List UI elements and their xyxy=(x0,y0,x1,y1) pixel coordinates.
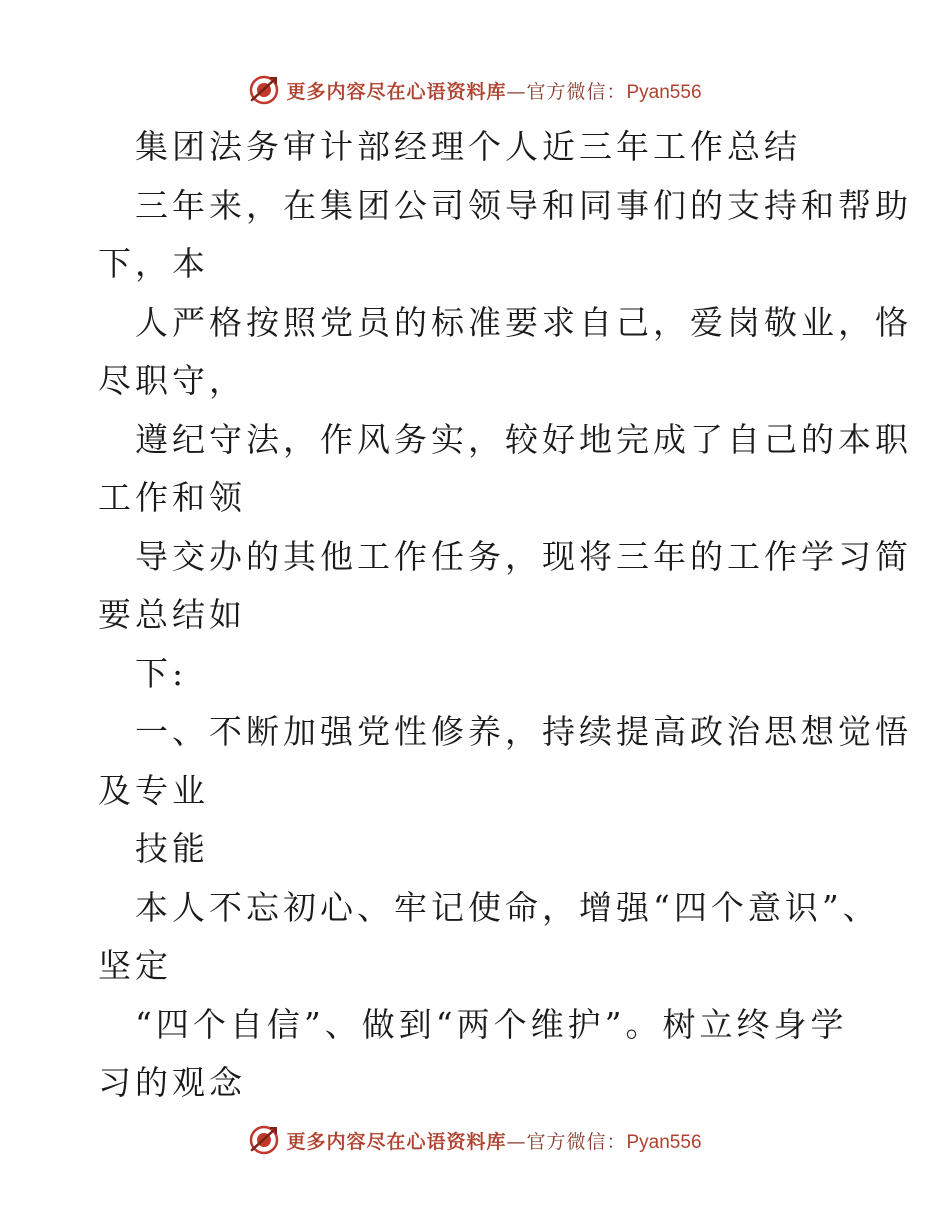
section-heading-continued: 技能 xyxy=(135,829,209,868)
paragraph-line: 工作和领 xyxy=(98,478,246,517)
watermark-text-bottom xyxy=(286,1127,701,1154)
paragraph-line: 下，本 xyxy=(98,244,209,283)
paragraph-line: 要总结如 xyxy=(98,595,246,634)
paragraph-line: 本人不忘初心、牢记使命，增强“四个意识”、 xyxy=(135,887,880,927)
document-body xyxy=(98,118,912,1113)
watermark-banner-bottom xyxy=(0,1120,950,1160)
paragraph-line: 下: xyxy=(135,653,188,693)
document-title: 集团法务审计部经理个人近三年工作总结 xyxy=(135,127,801,166)
watermark-main: 更多内容尽在心语资料库 xyxy=(286,1130,507,1153)
paragraph-line: 尽职守， xyxy=(98,361,246,400)
section-heading: 一、不断加强党性修养，持续提高政治思想觉悟 xyxy=(135,712,912,751)
watermark-suffix: —官方微信： xyxy=(506,1130,627,1153)
paragraph-line: 导交办的其他工作任务，现将三年的工作学习简 xyxy=(135,536,912,576)
watermark-suffix: —官方微信： xyxy=(506,80,627,103)
brand-logo-icon xyxy=(248,74,280,106)
paragraph-line: 三年来，在集团公司领导和同事们的支持和帮助 xyxy=(135,185,912,225)
watermark-handle: Pyan556 xyxy=(626,81,702,103)
paragraph-line: 坚定 xyxy=(98,946,172,985)
watermark-banner-top xyxy=(0,70,950,110)
paragraph-line: “四个自信”、做到“两个维护”。树立终身学 xyxy=(135,1004,848,1044)
paragraph-line: 遵纪守法，作风务实，较好地完成了自己的本职 xyxy=(135,419,912,459)
paragraph-line: 人严格按照党员的标准要求自己，爱岗敬业，恪 xyxy=(135,302,912,342)
watermark-main: 更多内容尽在心语资料库 xyxy=(286,80,507,103)
watermark-handle: Pyan556 xyxy=(626,1131,702,1153)
paragraph-line: 习的观念 xyxy=(98,1063,246,1102)
brand-logo-icon xyxy=(248,1124,280,1156)
watermark-text-top xyxy=(286,77,701,104)
section-heading-continued: 及专业 xyxy=(98,770,209,810)
